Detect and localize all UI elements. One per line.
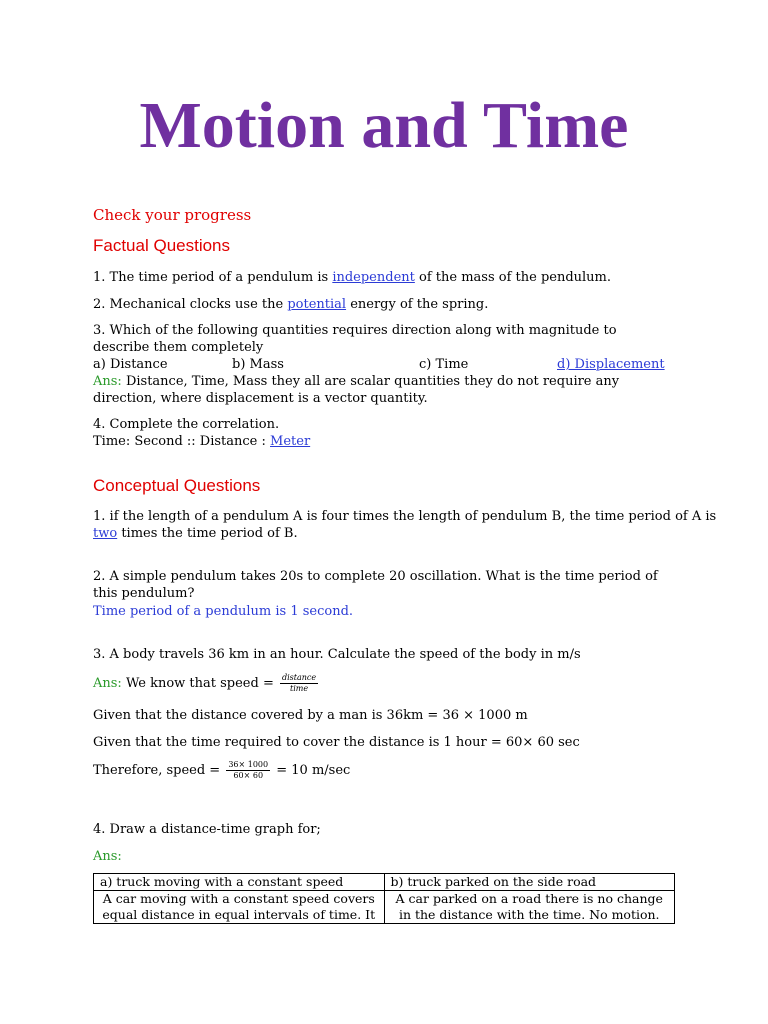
fraction-denominator: 60× 60 <box>233 771 264 780</box>
ans-label: Ans: <box>93 676 122 691</box>
speed-result <box>93 760 350 781</box>
factual-question-4: 4. Complete the correlation. <box>93 417 280 432</box>
conceptual-question-4: 4. Draw a distance-time graph for; <box>93 822 321 837</box>
factual-question-1 <box>93 269 611 286</box>
conceptual-question-1-line-2 <box>93 525 298 542</box>
table-cell: A car moving with a constant speed covers equal distance in equal intervals of time. It <box>94 891 385 924</box>
question-text: of the mass of the pendulum. <box>419 270 612 285</box>
conceptual-answer-2: Time period of a pendulum is 1 second. <box>93 604 354 619</box>
table-cell: A car parked on a road there is no change in the distance with the time. No motion. <box>384 891 675 924</box>
distance-over-time-fraction <box>280 673 318 694</box>
conceptual-question-1-line-1: 1. if the length of a pendulum A is four times the length of pendulum B, the time period of A is <box>93 509 717 524</box>
question-text: 2. Mechanical clocks use the <box>93 297 284 312</box>
question-text: energy of the spring. <box>350 297 489 312</box>
conceptual-questions-heading: Conceptual Questions <box>93 476 261 495</box>
question-text: times the time period of B. <box>121 526 298 541</box>
answer-link[interactable]: two <box>93 526 118 541</box>
fraction-numerator: distance <box>282 673 317 682</box>
factual-answer-3 <box>93 373 673 407</box>
option-c: c) Time <box>419 357 469 372</box>
speed-formula <box>93 673 320 694</box>
distance-time-table <box>93 873 675 924</box>
formula-text: We know that speed = <box>125 676 274 691</box>
option-b: b) Mass <box>232 357 284 372</box>
answer-text: Distance, Time, Mass they all are scalar quantities they do not require any direction, where displacement is a vector quantity. <box>93 374 620 406</box>
answer-link[interactable]: Meter <box>270 434 311 449</box>
ans-label: Ans: <box>93 849 122 864</box>
conceptual-question-3: 3. A body travels 36 km in an hour. Calculate the speed of the body in m/s <box>93 647 581 662</box>
ans-label: Ans: <box>93 374 122 389</box>
question-text: Time: Second :: Distance : <box>93 434 266 449</box>
table-header-row <box>94 874 675 891</box>
formula-text: = 10 m/sec <box>276 763 351 778</box>
formula-text: Therefore, speed = <box>93 763 221 778</box>
factual-question-2 <box>93 296 488 313</box>
factual-question-3: 3. Which of the following quantities requires direction along with magnitude to describe them completely <box>93 323 617 355</box>
table-row <box>94 891 675 924</box>
check-progress-heading: Check your progress <box>93 206 252 224</box>
conceptual-question-2: 2. A simple pendulum takes 20s to complete 20 oscillation. What is the time period of this pendulum? <box>93 569 658 601</box>
question-text: 1. The time period of a pendulum is <box>93 270 329 285</box>
fraction-numerator: 36× 1000 <box>228 760 269 769</box>
fraction-denominator: time <box>290 684 309 693</box>
answer-link[interactable]: potential <box>287 297 347 312</box>
factual-questions-heading: Factual Questions <box>93 236 231 255</box>
correlation-line <box>93 433 310 450</box>
page-title: Motion and Time <box>139 89 629 162</box>
option-d-answer-link[interactable]: d) Displacement <box>557 357 665 372</box>
speed-fraction <box>226 760 270 781</box>
table-header-cell: a) truck moving with a constant speed <box>94 874 385 891</box>
table-header-cell: b) truck parked on the side road <box>384 874 675 891</box>
option-a: a) Distance <box>93 357 168 372</box>
answer-link[interactable]: independent <box>332 270 415 285</box>
given-distance: Given that the distance covered by a man is 36km = 36 × 1000 m <box>93 708 528 723</box>
given-time: Given that the time required to cover the distance is 1 hour = 60× 60 sec <box>93 735 580 750</box>
